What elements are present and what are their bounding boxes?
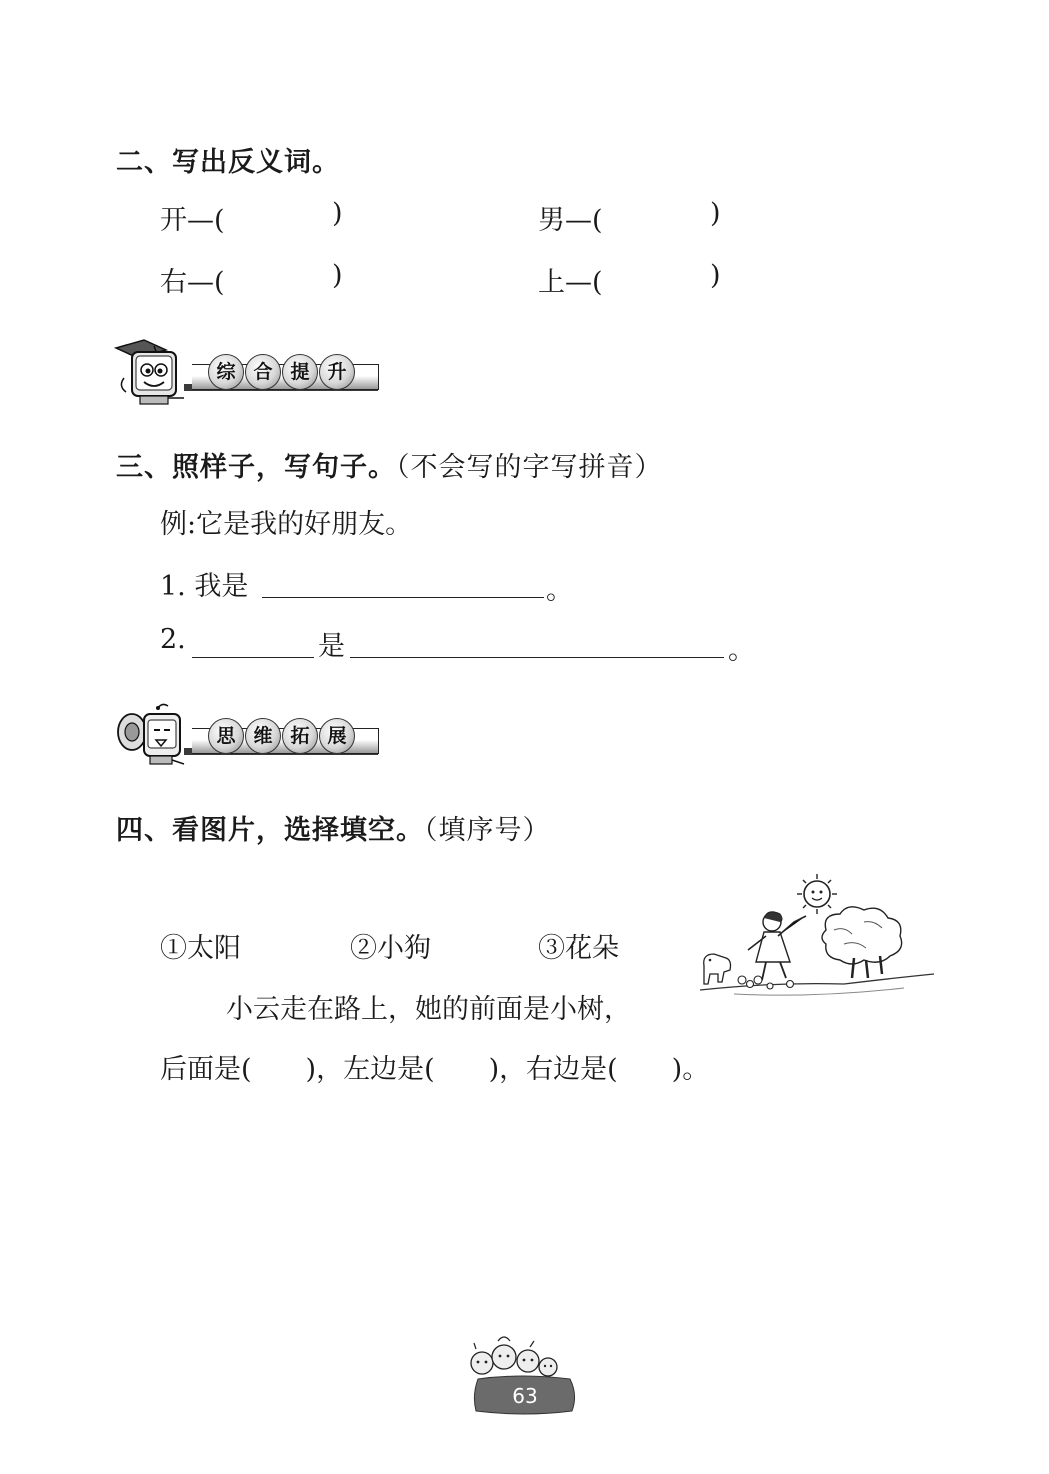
section-4-note: （填序号） bbox=[424, 815, 551, 846]
antonym-item-1: 开—( bbox=[160, 205, 225, 236]
banner-char-3: 拓 bbox=[282, 718, 318, 754]
passage-line-1: 小云走在路上，她的前面是小树， bbox=[226, 994, 631, 1025]
scholar-mascot-icon bbox=[114, 338, 194, 408]
antonym-close-1: ) bbox=[332, 198, 343, 229]
option-1: ①太阳 bbox=[160, 933, 241, 964]
girl-icon bbox=[748, 912, 806, 980]
banner-char-1: 思 bbox=[208, 718, 244, 754]
section-3-title: 三、照样子，写句子。 bbox=[116, 452, 396, 483]
question-2-mid: 是 bbox=[318, 631, 345, 662]
answer-line-1[interactable] bbox=[262, 597, 544, 598]
section-4-heading bbox=[116, 808, 551, 847]
banner-char-3: 提 bbox=[282, 354, 318, 390]
question-1-prefix: 1. 我是 bbox=[160, 571, 249, 602]
antonym-close-2: ) bbox=[710, 198, 721, 229]
dog-icon bbox=[704, 954, 731, 984]
question-2-prefix: 2. bbox=[160, 624, 186, 655]
example-sentence: 例:它是我的好朋友。 bbox=[160, 509, 413, 540]
antonym-item-4: 上—( bbox=[538, 267, 603, 298]
banner-char-2: 合 bbox=[245, 354, 281, 390]
banner-char-4: 升 bbox=[319, 354, 355, 390]
section-banner-comprehensive bbox=[114, 338, 384, 408]
page-number: 63 bbox=[512, 1384, 538, 1408]
antonym-close-3: ) bbox=[332, 260, 343, 291]
sun-icon bbox=[797, 874, 837, 914]
question-1-suffix: 。 bbox=[546, 575, 573, 606]
girl-walking-illustration bbox=[694, 870, 938, 1002]
option-2: ②小狗 bbox=[350, 933, 431, 964]
tree-icon bbox=[822, 907, 902, 978]
section-banner-thinking bbox=[114, 702, 384, 772]
antonym-close-4: ) bbox=[710, 260, 721, 291]
question-2-suffix: 。 bbox=[728, 635, 755, 666]
banner-char-1: 综 bbox=[208, 354, 244, 390]
section-2-heading: 二、写出反义词。 bbox=[116, 147, 340, 178]
banner-char-4: 展 bbox=[319, 718, 355, 754]
section-4-title: 四、看图片，选择填空。 bbox=[116, 815, 424, 846]
antonym-item-2: 男—( bbox=[538, 205, 603, 236]
section-3-note: （不会写的字写拼音） bbox=[396, 452, 663, 483]
passage-line-2: 后面是( )，左边是( )，右边是( )。 bbox=[160, 1054, 710, 1085]
answer-line-2a[interactable] bbox=[192, 657, 314, 658]
antonym-item-3: 右—( bbox=[160, 267, 225, 298]
section-3-heading bbox=[116, 445, 663, 484]
banner-char-2: 维 bbox=[245, 718, 281, 754]
answer-line-2b[interactable] bbox=[350, 657, 724, 658]
page-number-badge bbox=[472, 1375, 578, 1415]
option-3: ③花朵 bbox=[538, 933, 619, 964]
speaker-mascot-icon bbox=[114, 702, 194, 772]
